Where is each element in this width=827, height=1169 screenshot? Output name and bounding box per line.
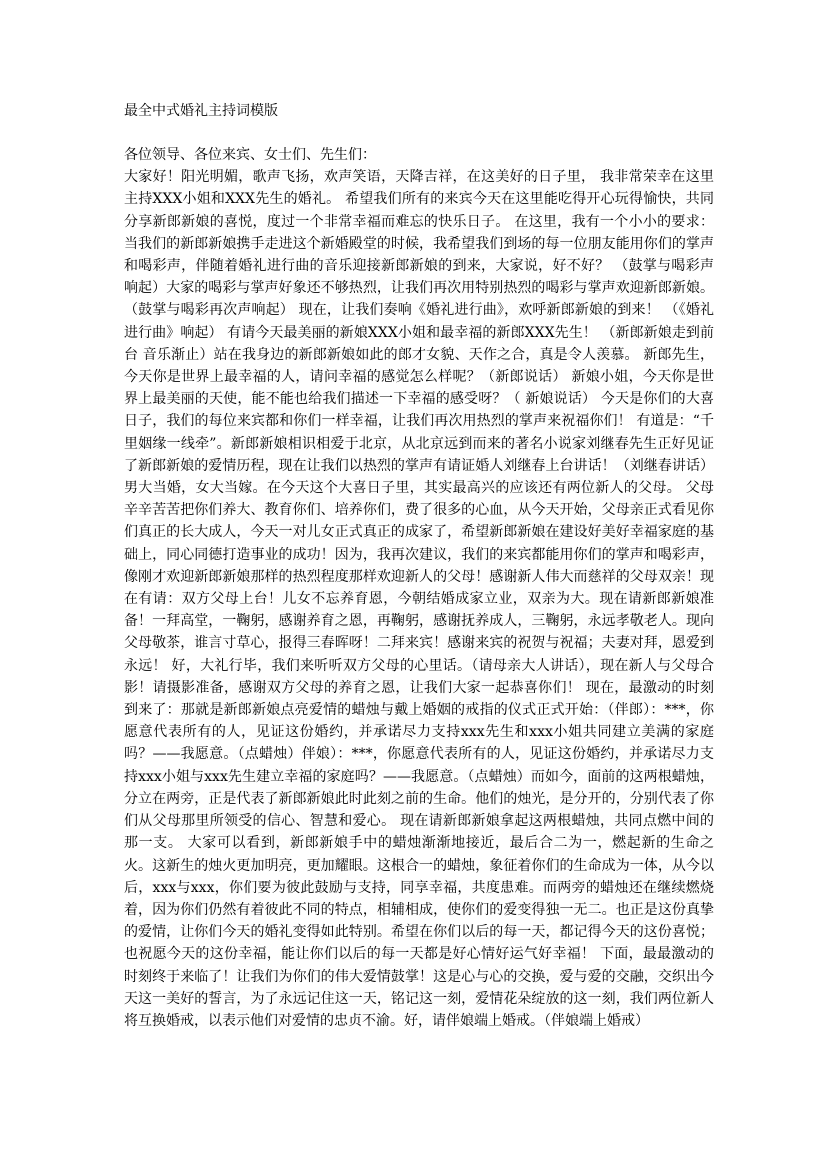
body-paragraph: 大家好！阳光明媚，歌声飞扬，欢声笑语，天降吉祥，在这美好的日子里， 我非常荣幸在这里主持XXX小姐和XXX先生的婚礼。 希望我们所有的来宾今天在这里能吃得开心玩得愉快，共同分享新郎新娘的喜悦，度过一个非常幸福而难忘的快乐日子。 在这里，我有一个小小的要求：当我们的新郎新娘携手走进这个新婚殿堂的时候，我希望我们到场的每一位朋友能用你们的掌声和喝彩声，伴随着婚礼进行曲的音乐迎接新郎新娘的到来，大家说，好不好？ （鼓掌与喝彩声响起）大家的喝彩与掌声好象还不够热烈，让我们再次用特别热烈的喝彩与掌声欢迎新郎新娘。（鼓掌与喝彩再次声响起） 现在，让我们奏响《婚礼进行曲》，欢呼新郎新娘的到来！ （《婚礼进行曲》响起） 有请今天最美丽的新娘XXX小姐和最幸福的新郎XXX先生！ （新郎新娘走到前台 音乐渐止）站在我身边的新郎新娘如此的郎才女貌、天作之合，真是令人羡慕。 新郎先生，今天你是世界上最幸福的人，请问幸福的感觉怎么样呢？（新郎说话） 新娘小姐，今天你是世界上最美丽的天使，能不能也给我们描述一下幸福的感受呀？（ 新娘说话） 今天是你们的大喜日子，我们的每位来宾都和你们一样幸福，让我们再次用热烈的掌声来祝福你们！ 有道是：“千里姻缘一线牵”。新郎新娘相识相爱于北京，从北京远到而来的著名小说家刘继春先生正好见证了新郎新娘的爱情历程，现在让我们以热烈的掌声有请证婚人刘继春上台讲话！（刘继春讲话）男大当婚，女大当嫁。在今天这个大喜日子里，其实最高兴的应该还有两位新人的父母。 父母辛辛苦苦把你们养大、教育你们、培养你们，费了很多的心血，从今天开始，父母亲正式看见你们真正的长大成人，今天一对儿女正式真正的成家了，希望新郎新娘在建设好美好幸福家庭的基础上，同心同德打造事业的成功！因为，我再次建议，我们的来宾都能用你们的掌声和喝彩声，像刚才欢迎新郎新娘那样的热烈程度那样欢迎新人的父母！感谢新人伟大而慈祥的父母双亲！现在有请：双方父母上台！儿女不忘养育恩，今朝结婚成家立业，双亲为大。现在请新郎新娘准备！一拜高堂，一鞠躬，感谢养育之恩，再鞠躬，感谢抚养成人，三鞠躬，永远孝敬老人。现向父母敬茶，谁言寸草心，报得三春晖呀！二拜来宾！感谢来宾的祝贺与祝福；夫妻对拜，恩爱到永远！ 好，大礼行毕，我们来听听双方父母的心里话。（请母亲大人讲话），现在新人与父母合影！请摄影准备，感谢双方父母的养育之恩，让我们大家一起恭喜你们！ 现在，最激动的时刻到来了：那就是新郎新娘点亮爱情的蜡烛与戴上婚姻的戒指的仪式正式开始：（伴郎）：***，你愿意代表所有的人，见证这份婚约，并承诺尽力支持xxx先生和xxx小姐共同建立美满的家庭吗？——我愿意。（点蜡烛）伴娘）：***，你愿意代表所有的人，见证这份婚约，并承诺尽力支持xxx小姐与xxx先生建立幸福的家庭吗？——我愿意。（点蜡烛）而如今，面前的这两根蜡烛，分立在两旁，正是代表了新郎新娘此时此刻之前的生命。他们的烛光，是分开的，分别代表了你们从父母那里所领受的信心、智慧和爱心。 现在请新郎新娘拿起这两根蜡烛，共同点燃中间的那一支。 大家可以看到，新郎新娘手中的蜡烛渐渐地接近，最后合二为一，燃起新的生命之火。这新生的烛火更加明亮，更加耀眼。这根合一的蜡烛，象征着你们的生命成为一体，从今以后，xxx与xxx，你们要为彼此鼓励与支持，同享幸福，共度患难。而两旁的蜡烛还在继续燃烧着，因为你们仍然有着彼此不同的特点，相辅相成，使你们的爱变得独一无二。也正是这份真挚的爱情，让你们今天的婚礼变得如此特别。希望在你们以后的每一天，都记得今天的这份喜悦；也祝愿今天的这份幸福，能让你们以后的每一天都是好心情好运气好幸福！ 下面，最最激动的时刻终于来临了！让我们为你们的伟大爱情鼓掌！这是心与心的交换，爱与爱的交融，交织出今天这一美好的誓言，为了永远记住这一天，铭记这一刻，爱情花朵绽放的这一刻，我们两位新人将互换婚戒，以表示他们对爱情的忠贞不渝。好，请伴娘端上婚戒。（伴娘端上婚戒） (124, 169, 714, 1029)
document-title: 最全中式婚礼主持词模版 (124, 103, 278, 119)
salutation-paragraph: 各位领导、各位来宾、女士们、先生们： (124, 147, 376, 163)
document-body (124, 144, 714, 1032)
